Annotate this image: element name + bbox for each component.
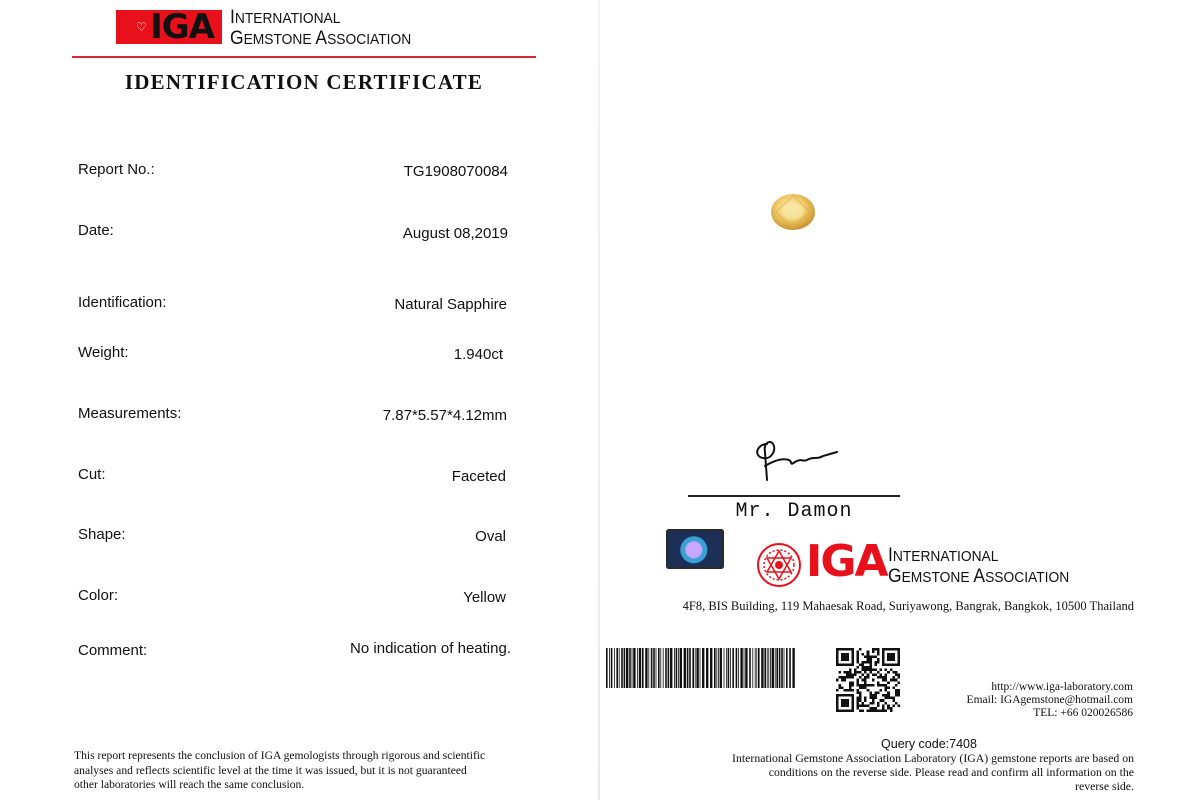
- lab-address: 4F8, BIS Building, 119 Mahaesak Road, Suriyawong, Bangrak, Bangkok, 10500 Thailand: [682, 599, 1134, 613]
- field-value-color: Yellow: [463, 589, 506, 606]
- field-label-identification: Identification:: [78, 294, 167, 311]
- header-rule: [72, 56, 536, 58]
- terms-text: International Gemstone Association Laboratory (IGA) gemstone reports are based on conditions on the reverse side. Please read and confirm all information on the reverse side.: [732, 751, 1134, 793]
- iga-round-seal-icon: [756, 542, 802, 588]
- query-code: Query code:7408: [881, 737, 977, 751]
- field-value-shape: Oval: [475, 528, 506, 545]
- logo-mark-large: IGA: [806, 536, 887, 587]
- field-label-color: Color:: [78, 587, 119, 604]
- disclaimer-text: This report represents the conclusion of IGA gemologists through rigorous and scientific analyses and reflects scientific level at the time it was issued, but it is not guaranteed other laboratories will reach the same conclusion.: [74, 749, 486, 791]
- field-label-shape: Shape:: [78, 526, 126, 543]
- field-value-measurements: 7.87*5.57*4.12mm: [382, 407, 507, 424]
- signature-mark: [745, 436, 845, 486]
- field-value-comment: No indication of heating.: [350, 640, 511, 657]
- field-label-comment: Comment:: [78, 642, 148, 659]
- field-value-identification: Natural Sapphire: [394, 296, 507, 313]
- website-link: http://www.iga-laboratory.com: [991, 681, 1133, 693]
- signer-name: Mr. Damon: [735, 500, 853, 523]
- field-value-date: August 08,2019: [402, 225, 508, 242]
- field-value-cut: Faceted: [451, 468, 506, 485]
- qr-code: [836, 648, 900, 712]
- field-label-measurements: Measurements:: [78, 405, 182, 422]
- field-label-weight: Weight:: [78, 344, 129, 361]
- field-value-weight: 1.940ct: [453, 346, 503, 363]
- gem-photo: [770, 192, 816, 232]
- field-value-report-no: TG1908070084: [403, 163, 508, 180]
- contact-block: [900, 681, 1133, 720]
- barcode: [606, 648, 796, 688]
- logo-heart-icon: ♡: [136, 20, 147, 34]
- field-label-date: Date:: [78, 222, 114, 239]
- signature-line: [688, 495, 900, 497]
- certificate-title: IDENTIFICATION CERTIFICATE: [124, 70, 484, 94]
- iga-logo-block: [116, 7, 222, 47]
- page-fold: [598, 0, 600, 800]
- logo-wordmark-large: INTERNATIONAL GEMSTONE ASSOCIATION: [888, 545, 1070, 587]
- field-label-cut: Cut:: [78, 466, 106, 483]
- logo-mark: IGA: [150, 7, 214, 47]
- logo-wordmark: INTERNATIONAL GEMSTONE ASSOCIATION: [230, 7, 412, 49]
- hologram-seal-icon: [666, 529, 724, 569]
- email-text: Email: IGAgemstone@hotmail.com: [966, 694, 1133, 706]
- phone-text: TEL: +66 020026586: [1033, 707, 1133, 719]
- field-label-report-no: Report No.:: [78, 161, 155, 178]
